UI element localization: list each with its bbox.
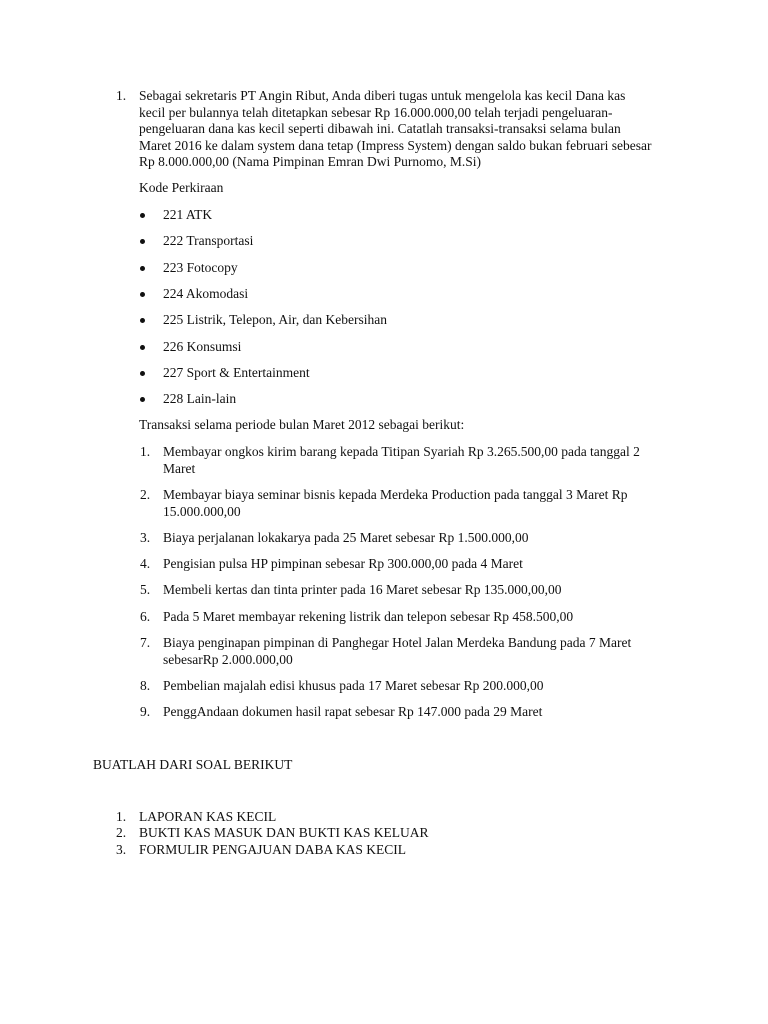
transaction-item: Membeli kertas dan tinta printer pada 16 Maret sebesar Rp 135.000,00,00 — [163, 582, 562, 597]
transactions-heading: Transaksi selama periode bulan Maret 2012 sebagai berikut: — [139, 417, 465, 432]
transaction-item: Biaya penginapan pimpinan di Panghegar Hotel Jalan Merdeka Bandung pada 7 Maret sebesarRp 2.000.000,00 — [163, 635, 632, 667]
transaction-number: 2. — [140, 487, 151, 502]
account-item: 227 Sport & Entertainment — [163, 365, 310, 380]
bullet-icon — [140, 345, 145, 350]
account-item: 226 Konsumsi — [163, 339, 242, 354]
transaction-number: 5. — [140, 582, 151, 597]
transaction-item: Pada 5 Maret membayar rekening listrik dan telepon sebesar Rp 458.500,00 — [163, 609, 574, 624]
transaction-number: 6. — [140, 609, 151, 624]
account-item: 223 Fotocopy — [163, 260, 238, 275]
question-number: 1. — [116, 88, 127, 103]
transaction-item: Pengisian pulsa HP pimpinan sebesar Rp 300.000,00 pada 4 Maret — [163, 556, 523, 571]
transaction-item: Biaya perjalanan lokakarya pada 25 Maret sebesar Rp 1.500.000,00 — [163, 530, 529, 545]
transaction-item: PenggAndaan dokumen hasil rapat sebesar Rp 147.000 pada 29 Maret — [163, 704, 543, 719]
transaction-item: Membayar biaya seminar bisnis kepada Merdeka Production pada tanggal 3 Maret Rp 15.000.000,00 — [163, 487, 628, 519]
account-item: 221 ATK — [163, 207, 213, 222]
transaction-number: 1. — [140, 444, 151, 459]
bullet-icon — [140, 266, 145, 271]
account-item: 225 Listrik, Telepon, Air, dan Kebersihan — [163, 312, 387, 327]
account-item: 224 Akomodasi — [163, 286, 249, 301]
transaction-number: 8. — [140, 678, 151, 693]
bullet-icon — [140, 213, 145, 218]
bullet-icon — [140, 318, 145, 323]
bullet-icon — [140, 397, 145, 402]
task-number: 3. — [116, 842, 127, 857]
transaction-item: Pembelian majalah edisi khusus pada 17 Maret sebesar Rp 200.000,00 — [163, 678, 544, 693]
transaction-number: 9. — [140, 704, 151, 719]
transaction-number: 7. — [140, 635, 151, 650]
transaction-number: 3. — [140, 530, 151, 545]
question-intro: Sebagai sekretaris PT Angin Ribut, Anda diberi tugas untuk mengelola kas kecil Dana kas kecil per bulannya telah ditetapkan sebesar Rp 16.000.000,00 telah terjadi pengeluaran-pengeluaran dana kas kecil seperti dibawah ini. Catatlah transaksi-transaksi selama bulan Maret 2016 ke dalam system dana tetap (Impress System) dengan saldo bukan februari sebesar Rp 8.000.000,00 (Nama Pimpinan Emran Dwi Purnomo, M.Si) — [139, 88, 652, 169]
bullet-icon — [140, 292, 145, 297]
bullet-icon — [140, 371, 145, 376]
task-item: FORMULIR PENGAJUAN DABA KAS KECIL — [139, 842, 407, 857]
account-item: 228 Lain-lain — [163, 391, 237, 406]
transaction-number: 4. — [140, 556, 151, 571]
account-item: 222 Transportasi — [163, 233, 254, 248]
bullet-icon — [140, 239, 145, 244]
accounts-heading: Kode Perkiraan — [139, 180, 224, 195]
transaction-item: Membayar ongkos kirim barang kepada Titipan Syariah Rp 3.265.500,00 pada tanggal 2 Maret — [163, 444, 640, 476]
task-item: LAPORAN KAS KECIL — [139, 809, 277, 824]
task-item: BUKTI KAS MASUK DAN BUKTI KAS KELUAR — [139, 825, 429, 840]
task-number: 1. — [116, 809, 127, 824]
task-number: 2. — [116, 825, 127, 840]
task-heading: BUATLAH DARI SOAL BERIKUT — [93, 757, 293, 772]
